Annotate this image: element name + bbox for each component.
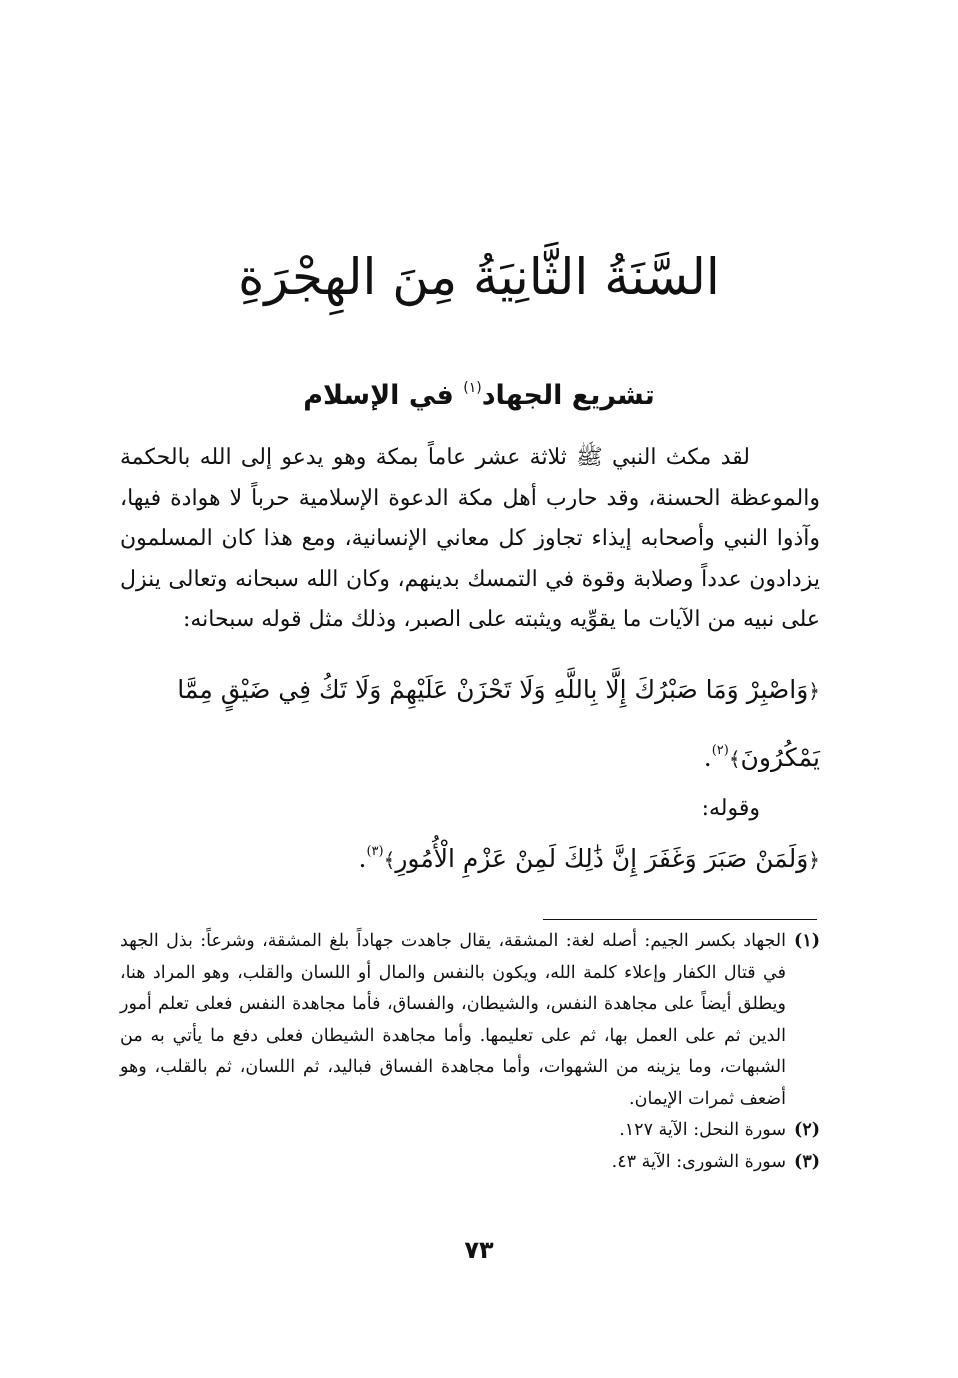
footnote-divider [543, 919, 817, 920]
footnote-3-number: (٣) [794, 1151, 820, 1172]
section-heading-footnote-ref: (١) [463, 380, 482, 396]
footnote-2-text: سورة النحل: الآية ١٢٧. [619, 1120, 786, 1140]
body-paragraph-text: لقد مكث النبي ﷺ ثلاثة عشر عاماً بمكة وهو يدعو إلى الله بالحكمة والموعظة الحسنة، وقد حارب أهل مكة الدعوة الإسلامية حرباً لا هوادة فيها، وآذوا النبي وأصحابه إيذاء تجاوز كل معاني الإنسانية، ومع هذا كان المسلمون يزدادون عدداً وصلابة وقوة في التمسك بدينهم، وكان الله سبحانه وتعالى ينزل على نبيه من الآيات ما يقوِّيه ويثبته على الصبر، وذلك مثل قوله سبحانه: [120, 445, 820, 632]
quran-verse-1: ﴿وَاصْبِرْ وَمَا صَبْرُكَ إِلَّا بِاللَّهِ وَلَا تَحْزَنْ عَلَيْهِمْ وَلَا تَكُ فِي ضَيْقٍ مِمَّا يَمْكُرُونَ﴾$^{(٢)}$. [177, 675, 820, 772]
verse-2-open-bracket: ﴿ [808, 848, 820, 872]
verse-1-footnote-ref: (٢) [711, 743, 729, 758]
page-number: ٧٣ [464, 1236, 494, 1264]
footnote-3 [120, 1147, 820, 1179]
verse-2-text: وَلَمَنْ صَبَرَ وَغَفَرَ إِنَّ ذَٰلِكَ لَمِنْ عَزْمِ الْأُمُورِ [395, 844, 809, 873]
body-paragraph [120, 438, 820, 641]
verse-2-intro: وقوله: [701, 796, 760, 821]
section-heading [0, 380, 958, 411]
section-heading-part-2: في الإسلام [303, 380, 464, 411]
quran-verse-2: ﴿وَلَمَنْ صَبَرَ وَغَفَرَ إِنَّ ذَٰلِكَ لَمِنْ عَزْمِ الْأُمُورِ﴾$^{(٣)}$. [358, 844, 820, 873]
footnote-1-text: الجهاد بكسر الجيم: أصله لغة: المشقة، يقال جاهدت جهاداً بلغ المشقة، وشرعاً: بذل الجهد في قتال الكفار وإعلاء كلمة الله، ويكون بالنفس والمال أو اللسان والقلب، وهو المراد هنا، ويطلق أيضاً على مجاهدة النفس، والشيطان، والفساق، فأما مجاهدة النفس فعلى تعلم أمور الدين ثم على العمل بها، ثم على تعليمها. وأما مجاهدة الشيطان فعلى دفع ما يأتي به من الشبهات، وما يزينه من الشهوات، وأما مجاهدة الفساق فباليد، ثم اللسان، ثم بالقلب، وهو أضعف ثمرات الإيمان. [120, 931, 786, 1109]
verse-1-open-bracket: ﴿ [808, 679, 820, 703]
footnote-1-number: (١) [794, 931, 820, 951]
footnote-2-number: (٢) [794, 1120, 820, 1140]
chapter-title: السَّنَةُ الثَّانِيَةُ مِنَ الهِجْرَةِ [238, 248, 720, 306]
verse-1-text: وَاصْبِرْ وَمَا صَبْرُكَ إِلَّا بِاللَّهِ وَلَا تَحْزَنْ عَلَيْهِمْ وَلَا تَكُ فِي ضَيْقٍ مِمَّا يَمْكُرُونَ [177, 675, 820, 772]
verse-2-footnote-ref: (٣) [366, 844, 384, 859]
section-heading-part-1: تشريع الجهاد [481, 380, 655, 411]
footnote-1 [120, 926, 820, 1115]
verse-2-close-bracket: ﴾ [383, 848, 396, 872]
verse-1-close-bracket: ﴾ [728, 747, 741, 771]
footnote-2 [120, 1115, 820, 1147]
footnote-3-text: سورة الشورى: الآية ٤٣. [611, 1151, 786, 1172]
footnotes [120, 926, 820, 1178]
